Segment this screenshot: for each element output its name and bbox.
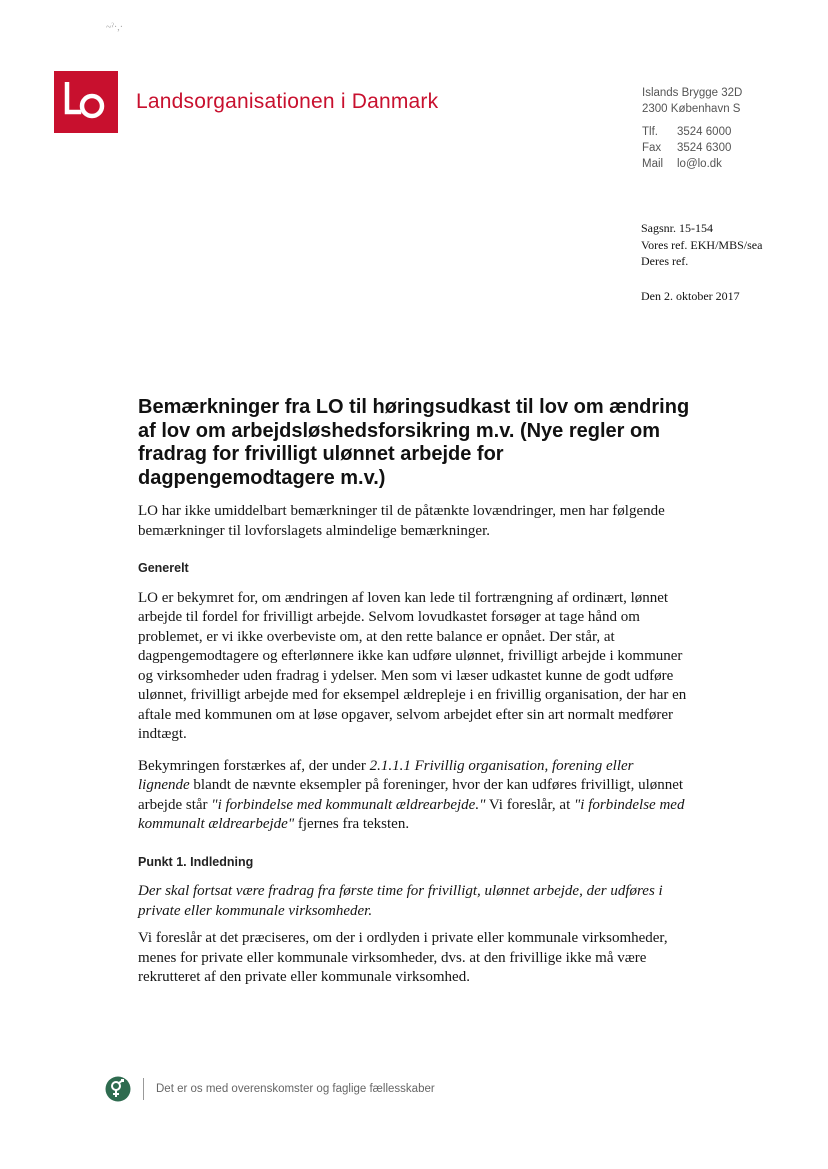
- text-run: blandt de nævnte eksempler på foreninger, hvor der kan udføres frivilligt, ulønnet arbejde står: [138, 777, 684, 813]
- address-city: 2300 København S: [642, 103, 741, 115]
- lo-logo-icon: [63, 82, 109, 122]
- point1-paragraph: Vi foreslår at det præciseres, om der i ordlyden i private eller kommunale virksomheder, menes for private eller kommunale virksomheder, dvs. at den frivillige ikke må være rekrutteret af den private eller kommunale virksomhed.: [138, 930, 668, 985]
- text-run: fjernes fra teksten.: [294, 816, 410, 832]
- margin-scribble: ~ˀ·,·: [106, 22, 124, 33]
- general-paragraph-2: [138, 757, 688, 835]
- lo-logo: [54, 71, 118, 133]
- mail-line: [642, 156, 742, 172]
- document-title: Bemærkninger fra LO til høringsudkast til lov om ændring af lov om arbejdsløshedsforsikring m.v. (Nye regler om fradrag for frivilligt ulønnet arbejde for dagpengemodtagere m.v.): [138, 396, 690, 489]
- section-heading-point1: Punkt 1. Indledning: [138, 854, 254, 869]
- case-number: Sagsnr. 15-154: [641, 221, 713, 235]
- quoted-phrase: "i forbindelse med kommunalt ældrearbejde.": [211, 796, 486, 813]
- mail-label: Mail: [642, 158, 664, 170]
- sender-address: [642, 85, 742, 172]
- footer-divider: [143, 1078, 144, 1100]
- footer-emblem-icon: [105, 1076, 131, 1102]
- section-reference: 2.1.1.1 Frivillig organisation, forening eller lignende: [138, 757, 634, 793]
- fax-label: Fax: [642, 142, 662, 154]
- footer-tagline: Det er os med overenskomster og faglige fællesskaber: [156, 1083, 435, 1095]
- organisation-name: Landsorganisationen i Danmark: [136, 90, 439, 113]
- footer: [105, 1076, 435, 1102]
- document-body: [138, 502, 688, 1000]
- mail-address: lo@lo.dk: [677, 158, 722, 170]
- address-street: Islands Brygge 32D: [642, 87, 743, 99]
- our-reference: Vores ref. EKH/MBS/sea: [641, 237, 763, 252]
- general-paragraph-1: LO er bekymret for, om ændringen af loven kan lede til fortrængning af ordinært, lønnet arbejde til fordel for frivilligt arbejde. Selvom lovudkastet forsøger at tage hånd om problemet, er vi ikke overbeviste om, at den rette balance er opnået. Der står, at dagpengemodtagere og efterlønnere ikke kan udføre ulønnet, frivilligt arbejde i kommuner og virksomheder uden fradrag i ydelser. Men som vi læser udkastet kunne de godt udføre ulønnet, frivilligt arbejde med for eksempel ældrepleje i en frivillig organisation, der har en aftale med kommunen om at løse opgaver, selvom arbejdet efter sin art normalt medfører indtægt.: [138, 589, 687, 742]
- text-run: Bekymringen forstærkes af, der under: [138, 757, 370, 774]
- quoted-phrase: "i forbindelse med kommunalt ældrearbejde": [138, 796, 685, 832]
- your-reference: Deres ref.: [641, 254, 689, 268]
- phone-number: 3524 6000: [677, 126, 732, 138]
- fax-line: [642, 140, 742, 156]
- text-run: Vi foreslår, at: [485, 796, 574, 813]
- section-heading-general: Generelt: [138, 561, 189, 575]
- reference-block: [641, 220, 762, 270]
- phone-line: [642, 124, 742, 140]
- intro-paragraph: LO har ikke umiddelbart bemærkninger til de påtænkte lovændringer, men har følgende bemærkninger til lovforslagets almindelige bemærkninger.: [138, 503, 665, 539]
- phone-label: Tlf.: [642, 126, 658, 138]
- point1-quote: Der skal fortsat være fradrag fra første time for frivilligt, ulønnet arbejde, der udføres i private eller kommunale virksomheder.: [138, 883, 663, 919]
- letter-date: Den 2. oktober 2017: [641, 289, 740, 303]
- fax-number: 3524 6300: [677, 142, 732, 154]
